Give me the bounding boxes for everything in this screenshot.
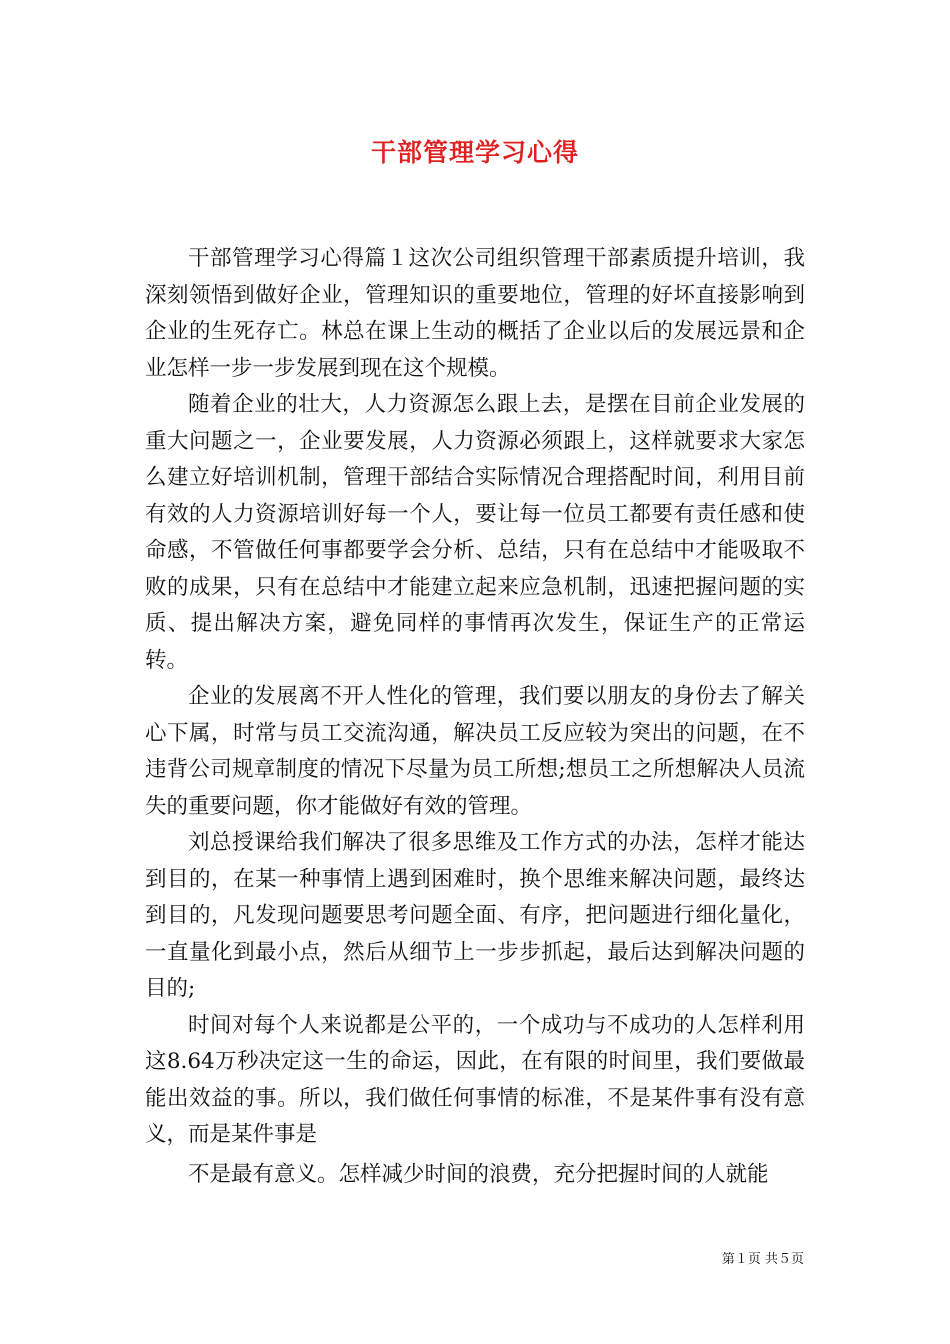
paragraph-5: 时间对每个人来说都是公平的，一个成功与不成功的人怎样利用这8.64万秒决定这一生的命运，因此，在有限的时间里，我们要做最能出效益的事。所以，我们做任何事情的标准，不是某件事有没有意义，而是某件事是 xyxy=(145,1012,805,1147)
paragraph-1: 干部管理学习心得篇１这次公司组织管理干部素质提升培训，我深刻领悟到做好企业，管理知识的重要地位，管理的好坏直接影响到企业的生死存亡。林总在课上生动的概括了企业以后的发展远景和企业怎样一步一步发展到现在这个规模。 xyxy=(145,246,805,381)
paragraph-2: 随着企业的壮大，人力资源怎么跟上去，是摆在目前企业发展的重大问题之一，企业要发展，人力资源必须跟上，这样就要求大家怎么建立好培训机制，管理干部结合实际情况合理搭配时间，利用目前有效的人力资源培训好每一个人，要让每一位员工都要有责任感和使命感，不管做任何事都要学会分析、总结，只有在总结中才能吸取不败的成果，只有在总结中才能建立起来应急机制，迅速把握问题的实质、提出解决方案，避免同样的事情再次发生，保证生产的正常运转。 xyxy=(145,392,805,673)
document-title: 干部管理学习心得 xyxy=(370,138,579,167)
paragraph-4: 刘总授课给我们解决了很多思维及工作方式的办法，怎样才能达到目的，在某一种事情上遇到困难时，换个思维来解决问题，最终达到目的，凡发现问题要思考问题全面、有序，把问题进行细化量化，一直量化到最小点，然后从细节上一步步抓起，最后达到解决问题的目的; xyxy=(145,830,805,1001)
paragraph-6: 不是最有意义。怎样减少时间的浪费，充分把握时间的人就能 xyxy=(188,1161,769,1187)
paragraph-3: 企业的发展离不开人性化的管理，我们要以朋友的身份去了解关心下属，时常与员工交流沟通，解决员工反应较为突出的问题，在不违背公司规章制度的情况下尽量为员工所想;想员工之所想解决人员流失的重要问题，你才能做好有效的管理。 xyxy=(145,684,805,819)
document-body xyxy=(145,241,805,1193)
page-number: 第１页 共５页 xyxy=(721,1252,804,1267)
